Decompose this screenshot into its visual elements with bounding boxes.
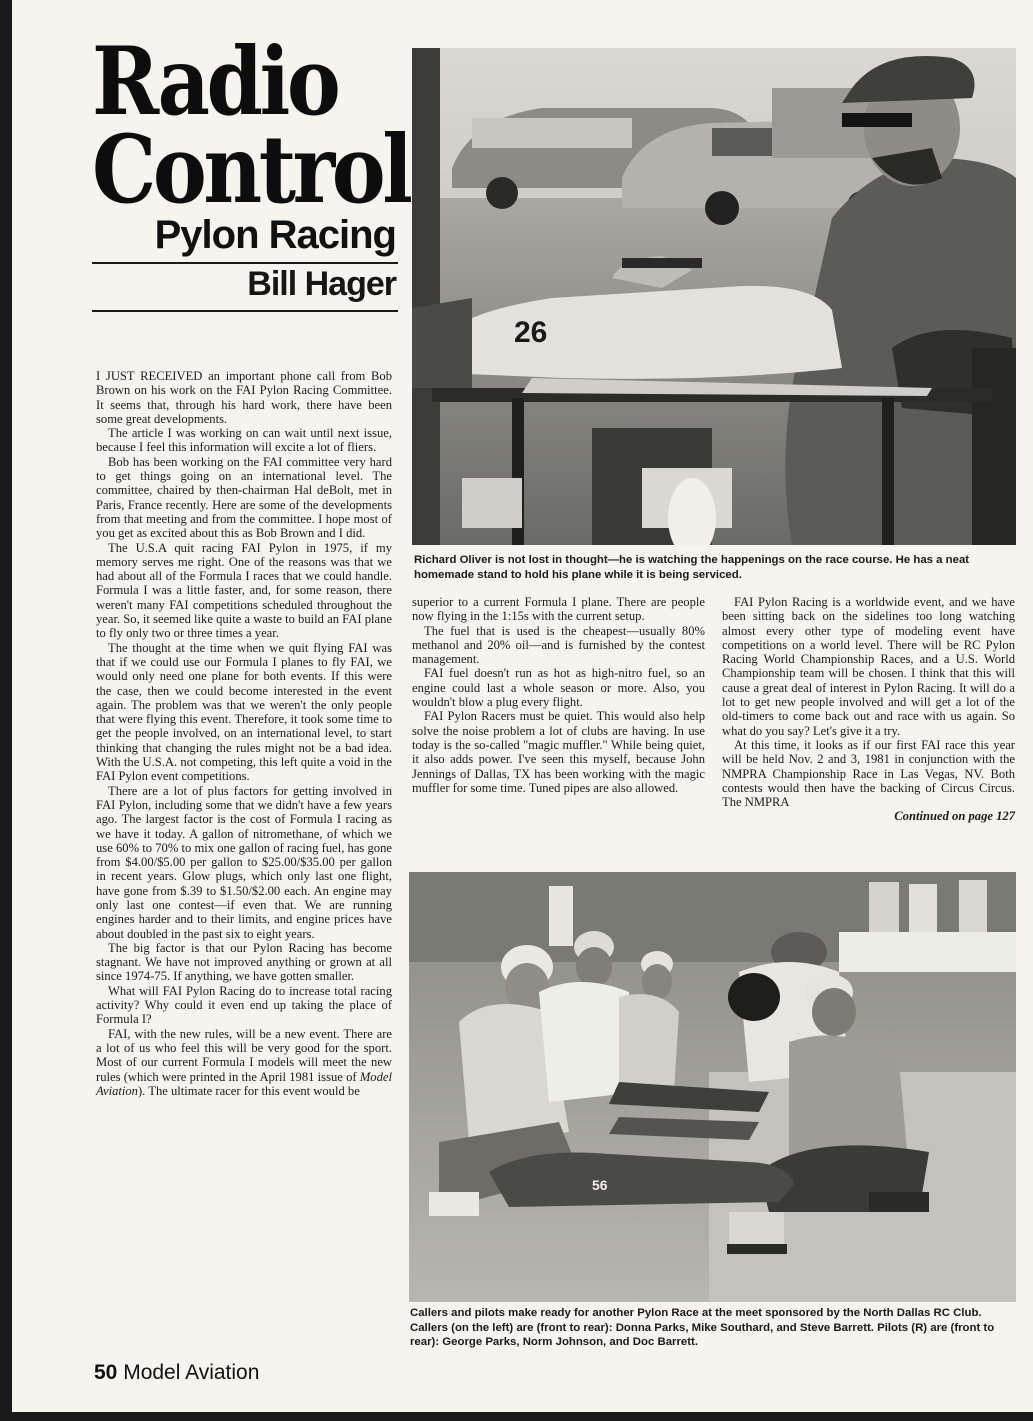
- paragraph: FAI Pylon Racing is a worldwide event, and we have been sitting back on the sidelines too long watching almost every other type of modeling event have competitions on a world level. There will be RC Pylon Racing World Championship Races, and a U.S. World Championship team will be chosen. I think that this will cause a great deal of interest in Pylon Racing. It will do a lot to get new people involved and will get a lot of the old-timers to come back out and race with us again. So what do you say? Let's give it a try.: [722, 595, 1015, 738]
- paragraph: Bob has been working on the FAI committee very hard to get things going on an international level. The committee, chaired by then-chairman Hal deBolt, met in Paris, France recently. Here are some of the developments from that meeting and from the committee. I hope most of you get as excited about this as Bob Brown and I did.: [96, 454, 392, 541]
- photo-caption: Callers and pilots make ready for another Pylon Race at the meet sponsored by the North Dallas RC Club. Callers (on the left) are (front to rear): Donna Parks, Mike Southard, and Steve Barrett. Pilots (R) are (front to rear): George Parks, Norm Johnson, and Doc Barrett.: [410, 1307, 995, 1348]
- paragraph: At this time, it looks as if our first FAI race this year will be held Nov. 2 and 3, 1981 in conjunction with the NMPRA Championship Race in Las Vegas, NV. Both contests would then have the backing of Circus Circus. The NMPRA: [722, 737, 1015, 810]
- photo-illustration: [412, 48, 1016, 545]
- paragraph: FAI Pylon Racers must be quiet. This would also help solve the noise problem a lot of clubs are having. In use today is the so-called "magic muffler." While being quiet, it also adds power. I've seen this myself, because John Jennings of Dallas, TX has been working with the magic muffler for some time. Tuned pipes are also allowed.: [412, 709, 705, 795]
- article-column-1: [96, 369, 392, 1098]
- paragraph: The fuel that is used is the cheapest—usually 80% methanol and 20% oil—and is furnished by the contest management.: [412, 623, 705, 667]
- photo-caption: Richard Oliver is not lost in thought—he is watching the happenings on the race course. He has a neat homemade stand to hold his plane while it is being serviced.: [414, 554, 970, 581]
- photo-richard-oliver: [412, 48, 1016, 545]
- paragraph: I JUST RECEIVED an important phone call from Bob Brown on his work on the FAI Pylon Racing Committee. It seems that, through his hard work, there have been some great developments.: [96, 369, 392, 426]
- paragraph: superior to a current Formula I plane. There are people now flying in the 1:15s with the current setup.: [412, 595, 705, 624]
- paragraph: There are a lot of plus factors for getting involved in FAI Pylon, including some that we didn't have a few years ago. The largest factor is the cost of Formula I racing as we have it today. A gallon of nitromethane, of which we use 60% to 70% to mix one gallon of racing fuel, has gone from $4.00/$5.00 per gallon to $25.00/$35.00 per gallon in recent years. Glow plugs, which only last one flight, have gone from $.39 to $1.50/$2.00 each. An engine may only last one contest—if even that. We are running engines harder and to their limits, and engine prices have about doubled in the past six to eight years.: [96, 783, 392, 941]
- photo-callers-and-pilots: [409, 872, 1016, 1302]
- paragraph: The U.S.A quit racing FAI Pylon in 1975, if my memory serves me right. One of the reasons was that we had about all of the Formula I races that we could handle. Formula I was a little faster, and, for some reason, there weren't many FAI competitions scheduled throughout the year. So, it seemed like quite a waste to build an FAI plane to fly only two or three times a year.: [96, 540, 392, 641]
- paragraph: FAI fuel doesn't run as hot as high-nitro fuel, so an engine could last a whole season or more. Also, you wouldn't blow a plug every flight.: [412, 666, 705, 710]
- page-number: 50: [94, 1361, 118, 1384]
- column-subtitle: Pylon Racing: [154, 213, 396, 257]
- continued-note: Continued on page 127: [894, 809, 1015, 824]
- article-column-3: [722, 595, 1015, 824]
- photo-illustration: [409, 872, 1016, 1302]
- title-line-control: Control: [92, 115, 410, 225]
- paragraph-text: ). The ultimate racer for this event would be: [137, 1083, 360, 1098]
- paragraph: The article I was working on can wait until next issue, because I feel this information will excite a lot of fliers.: [96, 426, 392, 455]
- paragraph: [96, 1027, 392, 1098]
- page-edge: [0, 1412, 1033, 1421]
- paragraph: The thought at the time when we quit flying FAI was that if we could use our Formula I planes to fly FAI, we would only need one plane for both events. If this were the case, then we could become interested in the event again. The problem was that we weren't the only people that were flying this event. Therefore, it took some time to get the people involved, on an international level, to start thinking that changing the rules might not be a bad idea. With the U.S.A. not competing, this left quite a void in the FAI Pylon event competitions.: [96, 640, 392, 784]
- article-column-2: [412, 595, 705, 795]
- paragraph: What will FAI Pylon Racing do to increase total racing activity? Why could it even end up taking the place of Formula I?: [96, 983, 392, 1027]
- paragraph: The big factor is that our Pylon Racing has become stagnant. We have not improved anything or grown at all since 1974-75. If anything, we have gotten smaller.: [96, 940, 392, 984]
- page-footer: [94, 1360, 259, 1386]
- paragraph-text: FAI, with the new rules, will be a new event. There are a lot of us who feel this will be very good for the sport. Most of our current Formula I models will meet the new rules (which were printed in the April 1981 issue of: [96, 1026, 392, 1084]
- author-byline: Bill Hager: [247, 265, 396, 303]
- magazine-title-italic: Model Aviation: [96, 1069, 392, 1098]
- plane-number-label: 56: [592, 1177, 608, 1193]
- plane-number-label: 26: [514, 316, 548, 349]
- divider: [92, 310, 398, 312]
- magazine-name: Model Aviation: [123, 1361, 260, 1384]
- title-line-radio: Radio: [92, 27, 338, 137]
- masthead: [92, 27, 410, 312]
